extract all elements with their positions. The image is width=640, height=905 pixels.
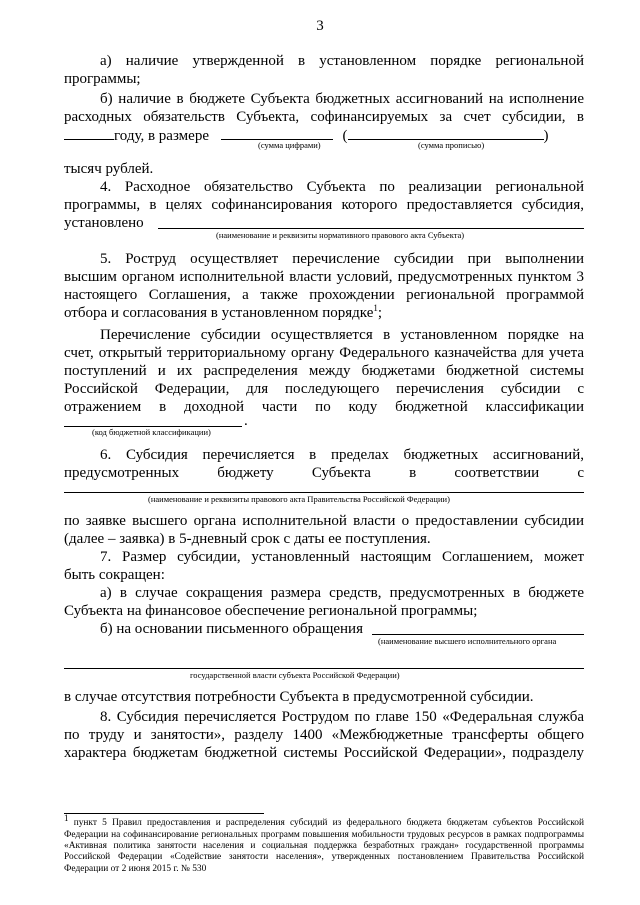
text-line: .: [244, 413, 248, 429]
text-line: быть сокращен:: [64, 567, 165, 583]
text-line: Российской Федерации, для последующего перечисления субсидии с: [64, 381, 584, 397]
text-line: установлено: [64, 215, 144, 231]
text-line: отражением в доходной части по коду бюджетной классификации: [64, 399, 584, 415]
text-line: счет, открытый территориальному органу Федерального казначейства для учета: [64, 345, 584, 361]
text-line: а) в случае сокращения размера средств, предусмотренных в бюджете: [100, 585, 584, 601]
sum-words-blank: [348, 126, 544, 140]
text-line: предусмотренных бюджету Субъекта в соответствии с: [64, 465, 584, 481]
text-line: б) наличие в бюджете Субъекта бюджетных ассигнований на исполнение: [100, 91, 584, 107]
text-line: программы;: [64, 71, 141, 87]
text-line: поступлений и их распределения между бюджетами бюджетной системы: [64, 363, 584, 379]
underline: [372, 634, 584, 635]
footnote-reference: 1: [373, 303, 378, 313]
sum-digits-blank: [221, 126, 333, 140]
caption: (сумма прописью): [418, 140, 485, 150]
page-number: 3: [316, 18, 324, 34]
footnote-mark: 1: [64, 813, 69, 823]
text-line: 7. Размер субсидии, установленный настоящим Соглашением, может: [100, 549, 584, 565]
text-line: а) наличие утвержденной в установленном порядке региональной: [100, 53, 584, 69]
caption: (код бюджетной классификации): [92, 427, 211, 437]
text-line: по труду и занятости», разделу 1400 «Межбюджетные трансферты общего: [64, 727, 584, 743]
text-line: (далее – заявка) в 5-дневный срок с даты ее поступления.: [64, 531, 431, 547]
underline: [64, 492, 584, 493]
text-line: 8. Субсидия перечисляется Рострудом по главе 150 «Федеральная служба: [100, 709, 584, 725]
text-line: настоящего Соглашения, а также прохождении региональной программой: [64, 287, 584, 303]
text-line: Субъекта на финансовое обеспечение региональной программы;: [64, 603, 478, 619]
text-line: расходных обязательств Субъекта, софинансируемых за счет субсидии, в: [64, 109, 584, 125]
text-line: Перечисление субсидии осуществляется в установленном порядке на: [100, 327, 584, 343]
caption: (сумма цифрами): [258, 140, 321, 150]
text-line: характера бюджетам бюджетной системы Российской Федерации», подразделу: [64, 745, 584, 761]
underline: [64, 668, 584, 669]
footnote: $^1$ пункт 5 Правил предоставления и распределения субсидий из федерального бюджета бюджетам субъектов Российской Федерации на софинансирование региональных программ повышения мобильности трудовых ресурсов в рамках подпрограммы «Активная политика занятости населения и социальная поддержка безработных граждан» государственной программы Российской Федерации «Содействие занятости населения», утвержденных постановлением Правительства Российской Федерации от 2 июня 2015 г. № 530: [64, 813, 584, 874]
text-line-with-blanks: году, в размере ( ): [64, 126, 584, 145]
caption: (наименование и реквизиты нормативного правового акта Субъекта): [216, 230, 465, 240]
year-blank: [64, 126, 114, 140]
text-line: 6. Субсидия перечисляется в пределах бюджетных ассигнований,: [100, 447, 584, 463]
footnote-separator: [64, 813, 264, 814]
caption: (наименование и реквизиты правового акта Правительства Российской Федерации): [148, 494, 450, 504]
text-line: б) на основании письменного обращения: [100, 621, 363, 637]
text-line: высшим органом исполнительной власти условий, предусмотренных пунктом 3: [64, 269, 584, 285]
text-line: в случае отсутствия потребности Субъекта в предусмотренной субсидии.: [64, 689, 534, 705]
text-line: тысяч рублей.: [64, 161, 154, 177]
text-line: программы, в целях софинансирования которого предоставляется субсидия,: [64, 197, 584, 213]
text-line: 5. Роструд осуществляет перечисление субсидии при выполнении: [100, 251, 584, 267]
text-line: по заявке высшего органа исполнительной власти о предоставлении субсидии: [64, 513, 584, 529]
text-line: 4. Расходное обязательство Субъекта по реализации региональной: [100, 179, 584, 195]
underline: [158, 228, 584, 229]
caption: государственной власти субъекта Российской Федерации): [190, 670, 400, 680]
text-line: отбора и согласования в установленном порядке$^1$;: [64, 303, 383, 321]
caption: (наименование высшего исполнительного органа: [378, 636, 557, 646]
